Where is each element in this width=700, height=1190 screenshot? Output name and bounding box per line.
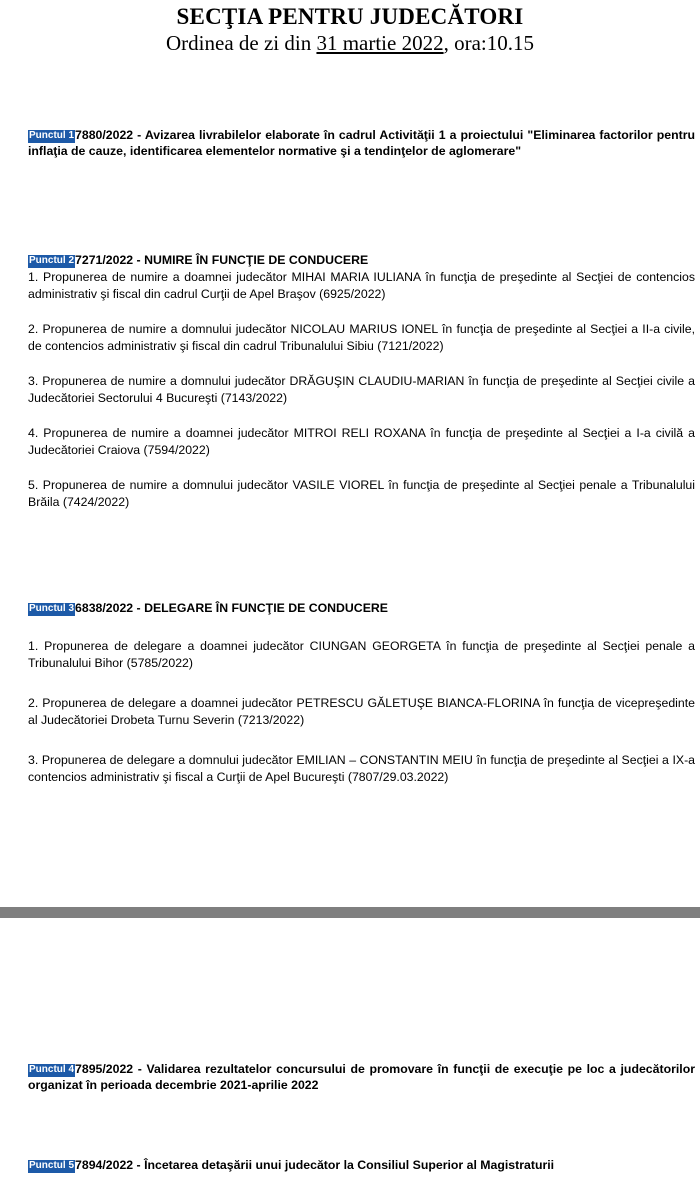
list-item: 3. Propunerea de numire a domnului judecător DRĂGUŞIN CLAUDIU-MARIAN în funcţia de preşedinte al Secţiei civile a Judecătoriei Sectorului 4 Bucureşti (7143/2022) bbox=[28, 374, 695, 405]
point-text: 6838/2022 - DELEGARE ÎN FUNCŢIE DE CONDUCERE bbox=[75, 601, 388, 615]
point-text: 7895/2022 - Validarea rezultatelor concursului de promovare în funcţii de execuţie pe loc a judecătorilor organizat în perioada decembrie 2021-aprilie 2022 bbox=[28, 1062, 695, 1092]
point-tag: Punctul 5 bbox=[29, 1160, 75, 1171]
point-text: 7894/2022 - Încetarea detaşării unui judecător la Consiliul Superior al Magistraturii bbox=[75, 1158, 555, 1172]
point-tag: Punctul 1 bbox=[29, 130, 75, 141]
list-item: 2. Propunerea de delegare a doamnei judecător PETRESCU GĂLETUŞE BIANCA-FLORINA în funcţia de vicepreşedinte al Judecătoriei Drobeta Turnu Severin (7213/2022) bbox=[28, 696, 695, 727]
list-item: 4. Propunerea de numire a doamnei judecător MITROI RELI ROXANA în funcţia de preşedinte al Secţiei a I-a civilă a Judecătoriei Craiova (7594/2022) bbox=[28, 426, 695, 457]
document-title: SECŢIA PENTRU JUDECĂTORI bbox=[176, 4, 524, 29]
document-header bbox=[0, 4, 700, 56]
list-item: 2. Propunerea de numire a domnului judecător NICOLAU MARIUS IONEL în funcţia de preşedinte al Secţiei a II-a civile, de contencios administrativ şi fiscal din cadrul Tribunalului Sibiu (7121/2022) bbox=[28, 322, 695, 353]
point-text: 7880/2022 - Avizarea livrabilelor elaborate în cadrul Activităţii 1 a proiectului "Eliminarea factorilor pentru inflaţia de cauze, identificarea elementelor normative şi a tendinţelor de aglomerare" bbox=[28, 128, 695, 158]
agenda-point-2 bbox=[28, 252, 695, 268]
page-divider bbox=[0, 907, 700, 918]
agenda-point-1 bbox=[28, 127, 695, 159]
point-tag: Punctul 3 bbox=[29, 603, 75, 614]
point-tag: Punctul 4 bbox=[29, 1064, 75, 1075]
agenda-point-3 bbox=[28, 600, 695, 616]
point-tag: Punctul 2 bbox=[29, 255, 75, 266]
list-item: 3. Propunerea de delegare a domnului judecător EMILIAN – CONSTANTIN MEIU în funcţia de preşedinte al Secţiei a IX-a contencios administrativ şi fiscal a Curţii de Apel Bucureşti (7807/29.03.2022) bbox=[28, 753, 695, 784]
list-item: 5. Propunerea de numire a domnului judecător VASILE VIOREL în funcţia de preşedinte al Secţiei penale a Tribunalului Brăila (7424/2022) bbox=[28, 478, 695, 509]
document-subtitle: Ordinea de zi din 31 martie 2022, ora:10.15 bbox=[166, 31, 534, 55]
agenda-point-4 bbox=[28, 1061, 695, 1093]
agenda-point-5 bbox=[28, 1157, 695, 1173]
point-text: 7271/2022 - NUMIRE ÎN FUNCŢIE DE CONDUCERE bbox=[75, 253, 369, 267]
meeting-date: 31 martie 2022 bbox=[316, 31, 444, 55]
list-item: 1. Propunerea de delegare a doamnei judecător CIUNGAN GEORGETA în funcţia de preşedinte al Secţiei penale a Tribunalului Bihor (5785/2022) bbox=[28, 639, 695, 670]
list-item: 1. Propunerea de numire a doamnei judecător MIHAI MARIA IULIANA în funcţia de preşedinte al Secţiei de contencios administrativ şi fiscal din cadrul Curţii de Apel Braşov (6925/2022) bbox=[28, 270, 695, 301]
